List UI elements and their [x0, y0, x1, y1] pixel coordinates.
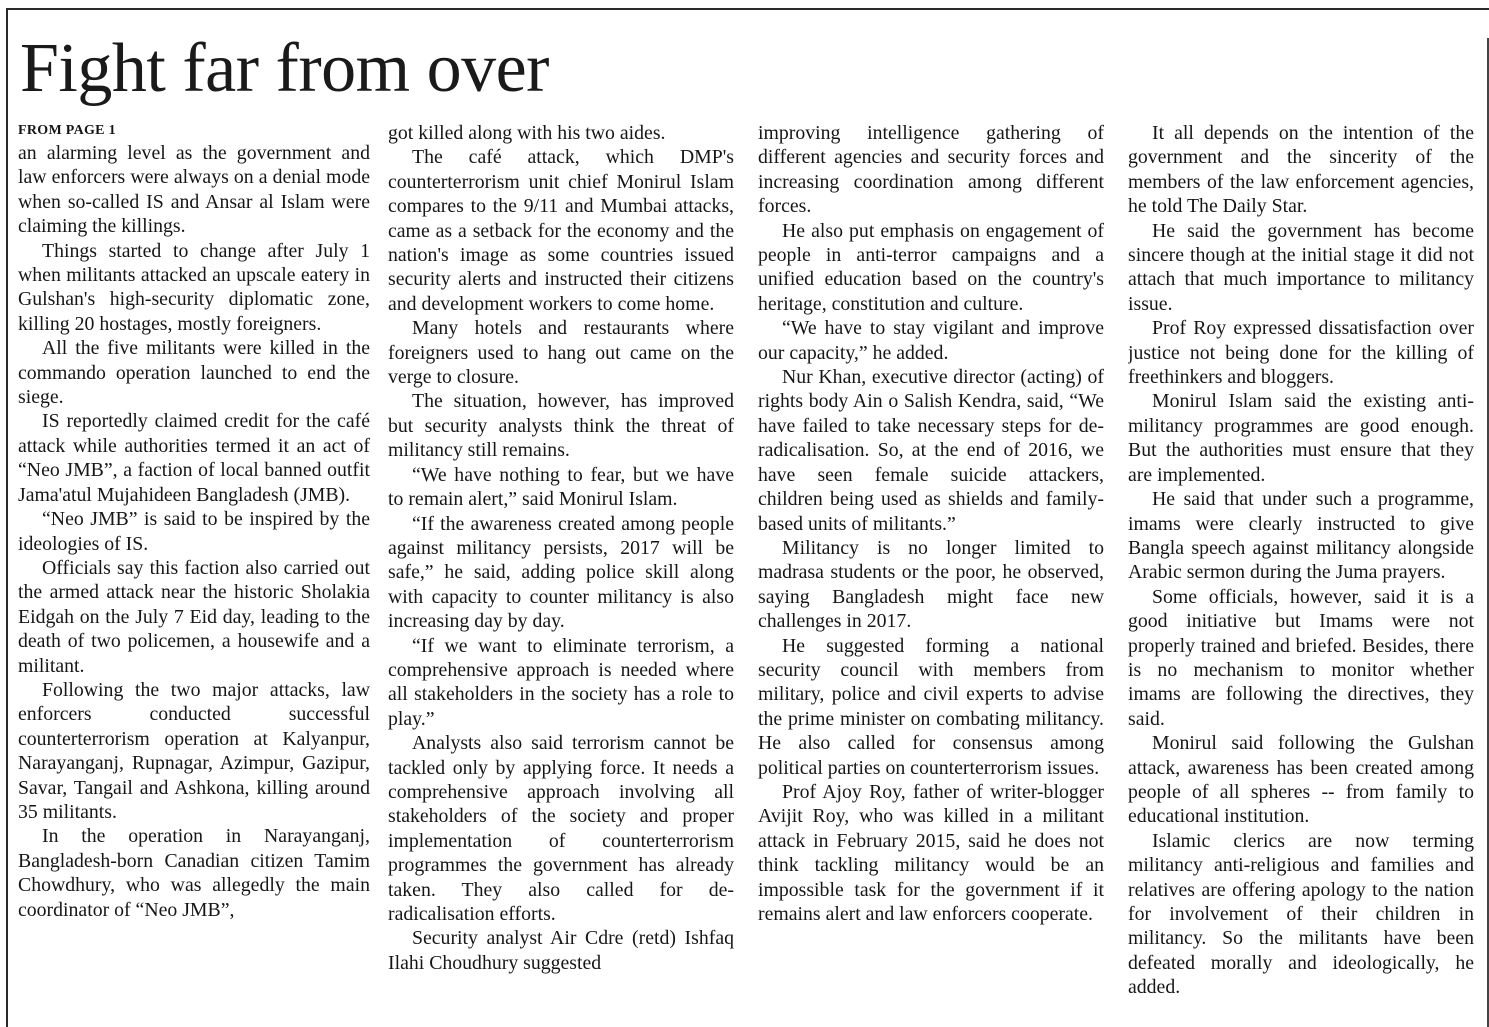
paragraph: Things started to change after July 1 when militants attacked an upscale eatery in Gulshan's high-security diplomatic zone, killing 20 hostages, mostly foreigners.	[18, 239, 370, 335]
paragraph: Security analyst Air Cdre (retd) Ishfaq Ilahi Choudhury suggested	[388, 927, 734, 974]
paragraph: Some officials, however, said it is a good initiative but Imams were not properly trained and briefed. Besides, there is no mechanism to monitor whether imams are following the directives, they said.	[1128, 585, 1474, 730]
paragraph: He said that under such a programme, imams were clearly instructed to give Bangla speech against militancy alongside Arabic sermon during the Juma prayers.	[1128, 488, 1474, 584]
paragraph: Many hotels and restaurants where foreigners used to hang out came on the verge to closure.	[388, 317, 734, 389]
article-column-4	[1128, 121, 1474, 1027]
paragraph: Analysts also said terrorism cannot be tackled only by applying force. It needs a comprehensive approach involving all stakeholders of the society and proper implementation of counterterrorism programmes the government has already taken. They also called for de-radicalisation efforts.	[388, 732, 734, 925]
paragraph: He said the government has become sincere though at the initial stage it did not attach that much importance to militancy issue.	[1128, 219, 1474, 315]
top-rule	[6, 8, 1489, 10]
paragraph: “Neo JMB” is said to be inspired by the ideologies of IS.	[18, 508, 370, 555]
paragraph: He also put emphasis on engagement of people in anti-terror campaigns and a unified education based on the country's heritage, constitution and culture.	[758, 219, 1104, 315]
paragraph: Prof Roy expressed dissatisfaction over justice not being done for the killing of freethinkers and bloggers.	[1128, 317, 1474, 389]
article-column-1	[18, 121, 370, 1027]
paragraph: improving intelligence gathering of different agencies and security forces and increasing coordination among different forces.	[758, 122, 1104, 218]
left-rule	[6, 8, 8, 1027]
paragraph: It all depends on the intention of the government and the sincerity of the members of the law enforcement agencies, he told The Daily Star.	[1128, 122, 1474, 218]
paragraph: Following the two major attacks, law enforcers conducted successful counterterrorism operation at Kalyanpur, Narayanganj, Rupnagar, Azimpur, Gazipur, Savar, Tangail and Ashkona, killing around 35 militants.	[18, 678, 370, 823]
kicker: FROM PAGE 1	[18, 123, 116, 138]
paragraph: got killed along with his two aides.	[388, 122, 666, 144]
paragraph: “If we want to eliminate terrorism, a comprehensive approach is needed where all stakeholders in the society has a role to play.”	[388, 634, 734, 730]
paragraph: “If the awareness created among people against militancy persists, 2017 will be safe,” he said, adding police skill along with capacity to counter militancy is also increasing day by day.	[388, 512, 734, 633]
paragraph: an alarming level as the government and law enforcers were always on a denial mode when so-called IS and Ansar al Islam were claiming the killings.	[18, 142, 370, 238]
paragraph: Islamic clerics are now terming militancy anti-religious and families and relatives are offering apology to the nation for involvement of their children in militancy. So the militants have been defeated morally and ideologically, he added.	[1128, 829, 1474, 999]
paragraph: Monirul said following the Gulshan attack, awareness has been created among people of all spheres -- from family to educational institution.	[1128, 732, 1474, 828]
paragraph: All the five militants were killed in the commando operation launched to end the siege.	[18, 337, 370, 409]
paragraph: Prof Ajoy Roy, father of writer-blogger Avijit Roy, who was killed in a militant attack in February 2015, said he does not think tackling militancy would be an impossible task for the government if it remains alert and law enforcers cooperate.	[758, 780, 1104, 925]
article-column-3	[758, 121, 1104, 1027]
article-column-2	[388, 121, 734, 1027]
paragraph: Militancy is no longer limited to madrasa students or the poor, he observed, saying Bangladesh might face new challenges in 2017.	[758, 536, 1104, 633]
paragraph: The café attack, which DMP's counterterrorism unit chief Monirul Islam compares to the 9/11 and Mumbai attacks, came as a setback for the economy and the nation's image as some countries issued security alerts and instructed their citizens and development workers to come home.	[388, 146, 734, 315]
paragraph: Officials say this faction also carried out the armed attack near the historic Sholakia Eidgah on the July 7 Eid day, leading to the death of two policemen, a housewife and a militant.	[18, 556, 370, 677]
paragraph: In the operation in Narayanganj, Bangladesh-born Canadian citizen Tamim Chowdhury, who was allegedly the main coordinator of “Neo JMB”,	[18, 825, 370, 921]
paragraph: Monirul Islam said the existing anti-militancy programmes are good enough. But the authorities must ensure that they are implemented.	[1128, 390, 1474, 486]
paragraph: Nur Khan, executive director (acting) of rights body Ain o Salish Kendra, said, “We have failed to take necessary steps for de-radicalisation. So, at the end of 2016, we have seen female suicide attackers, children being used as shields and family-based units of militants.”	[758, 366, 1104, 535]
paragraph: He suggested forming a national security council with members from military, police and civil experts to advise the prime minister on combating militancy. He also called for consensus among political parties on counterterrorism issues.	[758, 634, 1104, 779]
paragraph: “We have to stay vigilant and improve our capacity,” he added.	[758, 317, 1104, 364]
paragraph: “We have nothing to fear, but we have to remain alert,” said Monirul Islam.	[388, 463, 734, 511]
headline: Fight far from over	[20, 30, 549, 107]
paragraph: The situation, however, has improved but security analysts think the threat of militancy still remains.	[388, 390, 734, 462]
paragraph: IS reportedly claimed credit for the café attack while authorities termed it an act of “Neo JMB”, a faction of local banned outfit Jama'atul Mujahideen Bangladesh (JMB).	[18, 410, 370, 506]
